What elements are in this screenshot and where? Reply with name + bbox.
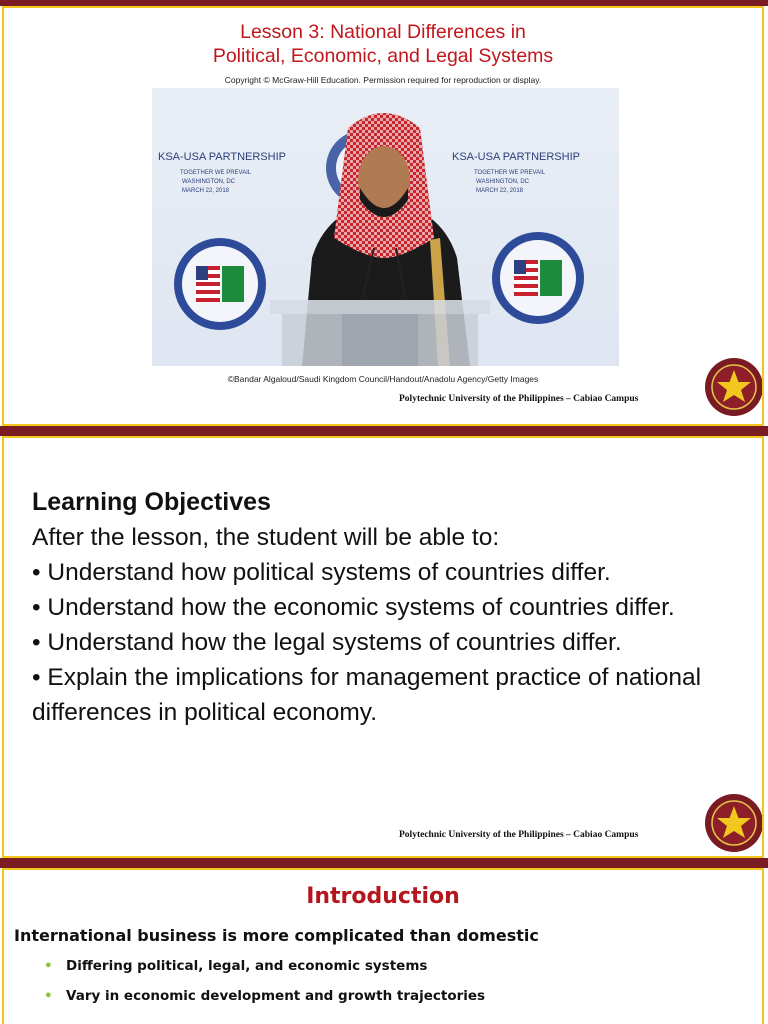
photo-credit: ©Bandar Algaloud/Saudi Kingdom Council/Handout/Anadolu Agency/Getty Images	[227, 374, 539, 384]
banner-sub-right-2: WASHINGTON, DC	[476, 179, 530, 185]
banner-text-left: KSA-USA PARTNERSHIP	[158, 151, 286, 163]
objectives-body	[32, 520, 742, 730]
intro-lead: International business is more complicated than domestic	[14, 926, 539, 945]
objectives-intro: After the lesson, the student will be able to:	[32, 524, 500, 551]
bullet-dot-icon: •	[44, 958, 53, 974]
pup-seal-icon	[704, 354, 764, 420]
partnership-seal-icon	[492, 232, 584, 324]
objective-item: • Understand how the economic systems of countries differ.	[32, 594, 675, 621]
partnership-seal-icon	[174, 238, 266, 330]
copyright-notice: Copyright © McGraw-Hill Education. Permission required for reproduction or display.	[224, 75, 542, 85]
bullet-dot-icon: •	[44, 988, 53, 1004]
intro-bullet-list	[44, 958, 485, 1018]
objectives-heading: Learning Objectives	[32, 488, 271, 516]
banner-sub-left-2: WASHINGTON, DC	[182, 179, 236, 185]
slide-separator	[0, 858, 768, 868]
slide-lesson-title[interactable]	[2, 6, 764, 426]
objective-item: • Understand how the legal systems of countries differ.	[32, 629, 622, 656]
objective-item: • Understand how political systems of countries differ.	[32, 559, 611, 586]
title-line-1: Lesson 3: National Differences in	[240, 21, 526, 43]
slide-title	[4, 20, 762, 68]
press-conference-photo	[152, 88, 619, 366]
banner-sub-right-3: MARCH 22, 2018	[476, 188, 524, 194]
banner-sub-left-1: TOGETHER WE PREVAIL	[180, 170, 252, 176]
banner-text-right: KSA-USA PARTNERSHIP	[452, 151, 580, 163]
list-item	[44, 958, 485, 988]
photo-illustration	[152, 88, 619, 366]
pup-seal-icon	[704, 790, 764, 856]
us-flag-icon	[514, 260, 538, 296]
title-line-2: Political, Economic, and Legal Systems	[212, 45, 554, 67]
list-item	[44, 988, 485, 1018]
slide-learning-objectives[interactable]	[2, 436, 764, 858]
intro-title: Introduction	[306, 884, 460, 909]
bullet-text: Differing political, legal, and economic systems	[66, 958, 428, 974]
objective-item: • Explain the implications for management practice of national differences in political economy.	[32, 664, 702, 726]
bullet-text: Vary in economic development and growth trajectories	[66, 988, 486, 1004]
us-flag-icon	[196, 266, 220, 302]
slide-footer: Polytechnic University of the Philippines – Cabiao Campus	[399, 394, 639, 404]
slide-footer: Polytechnic University of the Philippines – Cabiao Campus	[399, 830, 639, 840]
slide-separator	[0, 426, 768, 436]
banner-sub-left-3: MARCH 22, 2018	[182, 188, 230, 194]
banner-sub-right-1: TOGETHER WE PREVAIL	[474, 170, 546, 176]
slide-introduction[interactable]	[2, 868, 764, 1024]
